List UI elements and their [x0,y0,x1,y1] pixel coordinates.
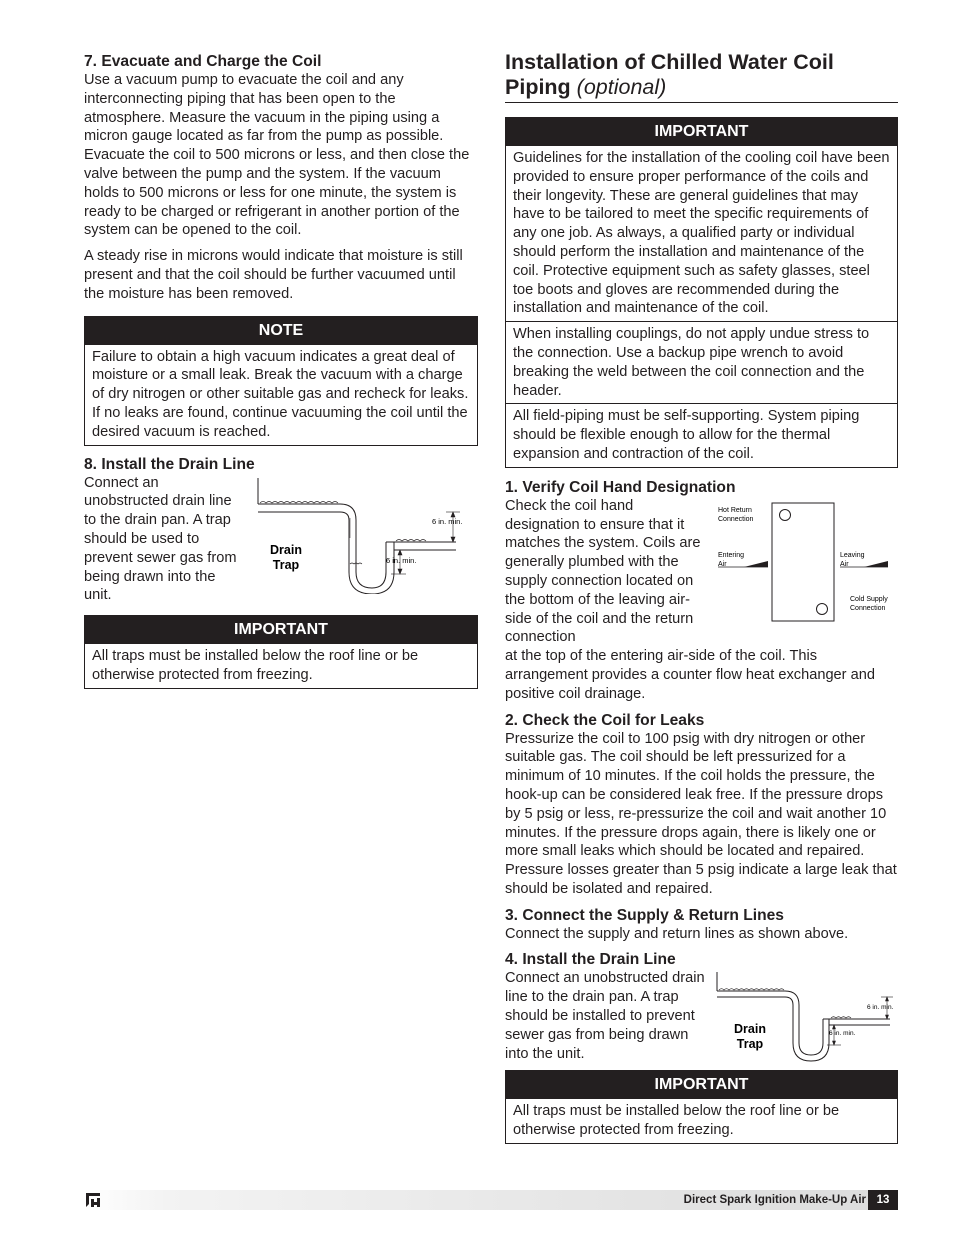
important-box-guidelines [505,117,898,468]
right-column [505,50,898,1144]
cold-supply-label-1: Cold Supply [850,595,888,603]
note-box-text: Failure to obtain a high vacuum indicates a great deal of moisture or a small leak. Break the vacuum with a charge of dry nitrogen or other suitable gas and recheck for leaks. If no leaks are found, continue vacuuming the coil until the desired vacuum is reached. [92,348,469,440]
dim-lower-left: 6 in. min. [386,555,417,565]
cold-supply-connection-icon [817,603,828,614]
drain-trap-diagram-left [246,474,478,606]
drain-trap-label-1-left: Drain [270,542,302,557]
dim-upper-left: 6 in. min. [432,516,463,526]
page-number: 13 [868,1190,898,1210]
guidelines-section-3: All field-piping must be self-supporting. System piping should be flexible enough to allow for the thermal expansion and contraction of the coil. [506,403,897,466]
page-title-optional: (optional) [576,75,667,99]
verify-text-full: at the top of the entering air-side of the coil. This arrangement provides a counter flow heat exchanger and positive coil drainage. [505,648,875,702]
drain-trap-diagram-right [715,969,898,1063]
coil-outline [772,503,834,621]
connect-text: Connect the supply and return lines as shown above. [505,925,849,942]
important-box-left-text: All traps must be installed below the roof line or be otherwise protected from freezing. [92,648,419,683]
dim-upper-right: 6 in. min. [867,1004,894,1012]
verify-section [505,497,898,647]
left-column [84,52,478,689]
important-box-left [84,615,478,689]
important-box-guidelines-title: IMPORTANT [506,118,897,146]
cold-supply-label-2: Connection [850,604,886,612]
important-box-left-title: IMPORTANT [85,616,477,644]
page-title [505,50,898,103]
drain-trap-label-2-right: Trap [736,1037,764,1052]
drain-text-right: Connect an unobstructed drain line to the drain pan. A trap should be installed to prevent sewer gas from being drawn into the unit. [505,970,705,1062]
hot-return-connection-icon [780,509,791,520]
hot-return-label-1: Hot Return [718,506,752,514]
leaks-heading: 2. Check the Coil for Leaks [505,711,705,729]
entering-air-arrow-icon [744,561,768,567]
drain-section-right [505,969,898,1063]
dim-lower-right: 6 in. min. [829,1030,856,1038]
page-title-main: Installation of Chilled Water Coil Piping [505,50,834,99]
hot-return-label-2: Connection [718,515,754,523]
connect-heading: 3. Connect the Supply & Return Lines [505,906,784,924]
drain-text-left: Connect an unobstructed drain line to the drain pan. A trap should be used to prevent sewer gas from being drawn into the unit. [84,474,237,604]
verify-text-wrapped: Check the coil hand designation to ensure that it matches the system. Coils are generally plumbed with the supply connection located on the bottom of the leaving air-side of the coil and the return connection [505,497,701,646]
coil-hand-diagram [716,497,898,647]
page-footer [84,1190,898,1210]
entering-air-label-1: Entering [718,551,745,559]
evacuate-para-2: A steady rise in microns would indicate that moisture is still present and that the coil should be further vacuumed until the moisture has been removed. [84,248,463,302]
drain-heading-left: 8. Install the Drain Line [84,455,255,473]
note-box [84,316,478,446]
important-box-right-text: All traps must be installed below the roof line or be otherwise protected from freezing. [513,1103,840,1139]
leaving-air-label-1: Leaving [840,551,865,559]
important-box-right-title: IMPORTANT [506,1071,897,1099]
important-box-right [505,1070,898,1144]
drain-trap-label-1-right: Drain [734,1022,766,1037]
verify-heading: 1. Verify Coil Hand Designation [505,478,736,496]
leaks-text: Pressurize the coil to 100 psig with dry nitrogen or other suitable gas. The coil should be left pressurized for a minimum of 10 minutes. If the coil holds the pressure, the hook-up can be considered leak free. If the pressure drops by 5 psig or less, re-pressurize the coil and wait another 10 minutes. If the pressure drops again, there is likely one or more small leaks which should be located and repaired. Pressure losses greater than 5 psig indicate a large leak that should be isolated and repaired. [505,730,897,897]
footer-title: Direct Spark Ignition Make-Up Air [683,1194,866,1206]
leaving-air-arrow-icon [864,561,888,567]
drain-section-left [84,474,478,606]
evacuate-heading: 7. Evacuate and Charge the Coil [84,53,322,70]
guidelines-section-1: Guidelines for the installation of the cooling coil have been provided to ensure proper performance of the coils and their longevity. These are general guidelines that may have to be tailored to meet the specific requirements of any one job. As always, a qualified party or individual should perform the installation and maintenance of the coil. Protective equipment such as safety glasses, steel toe boots and gloves are recommended during the installation and maintenance of the coil. [513,150,890,317]
note-box-title: NOTE [85,317,477,345]
entering-air-label-2: Air [718,560,727,568]
drain-trap-label-2-left: Trap [272,557,300,572]
drain-heading-right: 4. Install the Drain Line [505,951,676,969]
guidelines-section-2: When installing couplings, do not apply undue stress to the connection. Use a backup pipe wrench to avoid breaking the weld between the coil connection and the header. [506,321,897,403]
evacuate-para-1: Use a vacuum pump to evacuate the coil and any interconnecting piping that has been open to the atmosphere. Measure the vacuum in the piping using a micron gauge located as far from the pump as possible. Evacuate the coil to 500 microns or less, and then close the valve between the pump and the system. If the vacuum holds to 500 microns or less for one minute, the system is ready to be charged or refrigerant in another portion of the system can be opened to the coil. [84,72,470,239]
leaving-air-label-2: Air [840,560,849,568]
greenheck-logo-icon [84,1191,102,1209]
